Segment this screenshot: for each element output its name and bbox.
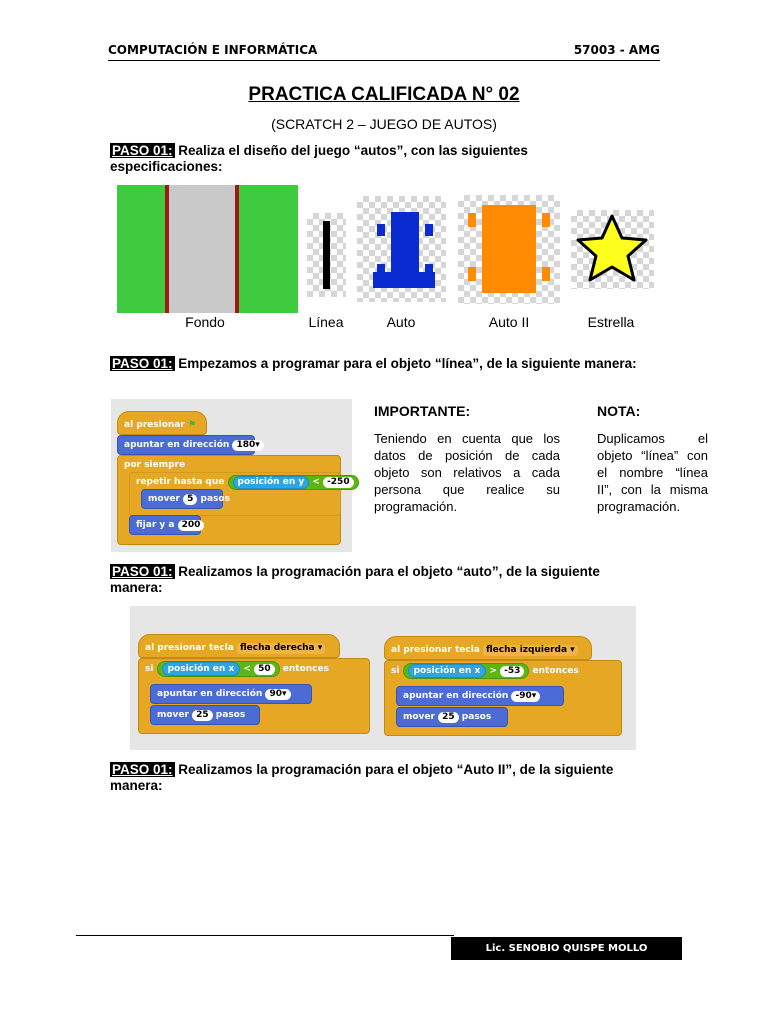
footer-rule (76, 935, 454, 936)
step-4-tag: PASO 01: (112, 762, 173, 777)
page-title: PRACTICA CALIFICADA N° 02 (248, 84, 520, 105)
page-header (108, 41, 660, 61)
sprite-auto-image (357, 196, 446, 302)
if-block-left: si posición en x > -53 entonces (384, 660, 622, 736)
step-3 (110, 564, 640, 596)
nota-text: Duplicamos el objeto “línea” con el nombre “línea II”, con la misma programación. (597, 431, 708, 514)
header-course: COMPUTACIÓN E INFORMÁTICA (108, 43, 318, 57)
sprite-fondo-image (117, 185, 298, 313)
step-1 (110, 143, 640, 175)
y-position-reporter: posición en y (233, 476, 310, 489)
step-3-text: Realizamos la programación para el objeto “auto”, de la siguiente manera: (110, 564, 600, 595)
lt-operator: posición en y < -250 (228, 475, 359, 490)
sprite-label-auto-ii: Auto II (488, 314, 530, 330)
importante-title: IMPORTANTE: (374, 403, 471, 419)
repeat-until-block: repetir hasta que posición en y < -250 (129, 472, 341, 516)
gt-operator-left: posición en x > -53 (403, 663, 530, 679)
step-1-tag: PASO 01: (112, 143, 173, 158)
sprite-auto-ii-image (458, 195, 560, 304)
if-block-right: si posición en x < 50 entonces (138, 658, 370, 734)
importante-text: Teniendo en cuenta que los datos de posición de cada objeto son relativos a cada persona que realice su programación. (374, 431, 560, 514)
step-2 (110, 356, 640, 372)
lt-operator-right: posición en x < 50 (157, 661, 280, 677)
star-icon (571, 210, 654, 289)
sprite-linea-image (307, 213, 346, 297)
when-key-right-block: al presionar tecla flecha derecha ▾ (138, 634, 340, 658)
script-auto-panel (130, 606, 636, 750)
point-direction-right: apuntar en dirección 90▾ (150, 684, 312, 704)
footer-author: Lic. SENOBIO QUISPE MOLLO (451, 937, 682, 960)
step-4-text: Realizamos la programación para el objeto “Auto II”, de la siguiente manera: (110, 762, 614, 793)
page-subtitle: (SCRATCH 2 – JUEGO DE AUTOS) (271, 116, 497, 132)
point-direction-block: apuntar en dirección 180▾ (117, 435, 255, 455)
step-2-tag: PASO 01: (112, 356, 173, 371)
sprite-label-estrella: Estrella (587, 314, 635, 330)
green-flag-icon: ⚑ (187, 420, 197, 430)
when-key-left-block: al presionar tecla flecha izquierda ▾ (384, 636, 592, 660)
point-direction-left: apuntar en dirección -90▾ (396, 686, 564, 706)
step-1-text: Realiza el diseño del juego “autos”, con las siguientes especificaciones: (110, 143, 528, 174)
script-linea-panel (111, 399, 352, 552)
move-steps-right: mover 25 pasos (150, 705, 260, 725)
when-flag-clicked-block: al presionar ⚑ (117, 411, 207, 435)
sprite-label-linea: Línea (308, 314, 344, 330)
sprite-estrella-image (571, 210, 654, 289)
sprite-label-fondo: Fondo (185, 314, 225, 330)
move-steps-left: mover 25 pasos (396, 707, 508, 727)
forever-block: por siempre (117, 455, 341, 545)
set-y-block: fijar y a 200 (129, 515, 201, 535)
x-position-reporter-right: posición en x (162, 662, 241, 676)
step-4 (110, 762, 640, 794)
nota-title: NOTA: (597, 403, 641, 419)
x-position-reporter-left: posición en x (408, 664, 487, 678)
move-steps-block: mover 5 pasos (141, 489, 223, 509)
header-code: 57003 - AMG (573, 43, 660, 57)
step-2-text: Empezamos a programar para el objeto “línea”, de la siguiente manera: (174, 356, 637, 371)
step-3-tag: PASO 01: (112, 564, 173, 579)
sprite-label-auto: Auto (386, 314, 416, 330)
